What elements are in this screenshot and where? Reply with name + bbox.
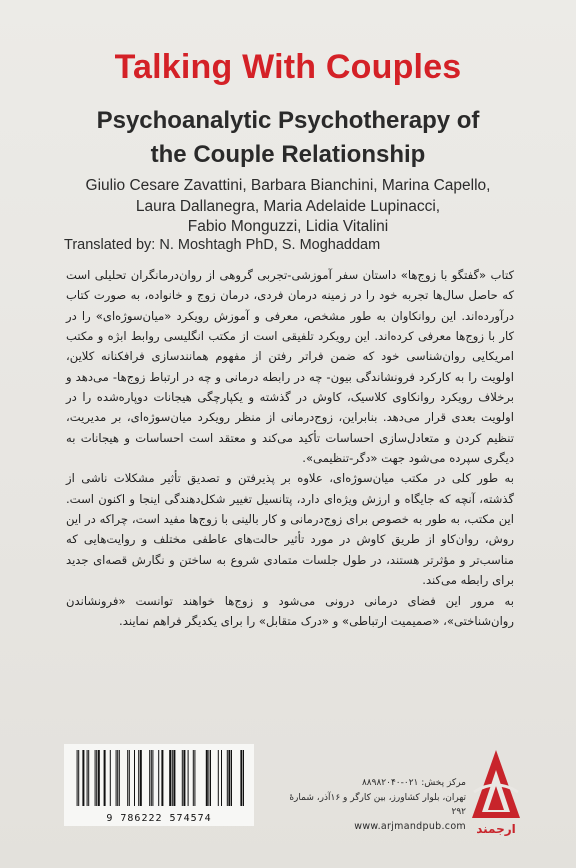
blurb-paragraph-3: به مرور این فضای درمانی درونی می‌شود و زوج‌ها خواهند توانست «فرونشاندن روان‌شناختی»، «صمیمیت ارتباطی» و «درک متقابل» را برای یکدیگر فراهم نمایند.	[66, 593, 514, 628]
publisher-address: تهران، بلوار کشاورز، بین کارگر و ۱۶آذر، شمارهٔ ۲۹۲	[289, 792, 466, 817]
isbn-number: 9 786222 574574	[106, 813, 212, 824]
publisher-website: www.arjmandpub.com	[354, 820, 466, 832]
persian-blurb	[66, 265, 514, 631]
distribution-phone: مرکز پخش: ۰۲۱-۸۸۹۸۲۰۴۰	[361, 778, 466, 788]
subtitle-line-2: the Couple Relationship	[150, 141, 426, 168]
arjmand-logo-icon	[468, 748, 524, 820]
authors-line-1: Giulio Cesare Zavattini, Barbara Bianchini, Marina Capello,	[85, 177, 491, 194]
translators: Translated by: N. Moshtagh PhD, S. Moghaddam	[64, 237, 381, 253]
authors-line-2: Laura Dallanegra, Maria Adelaide Lupinacci,	[135, 197, 441, 215]
isbn-barcode	[64, 744, 254, 826]
authors-line-3: Fabio Monguzzi, Lidia Vitalini	[187, 218, 389, 235]
book-subtitle	[0, 104, 576, 172]
publisher-info	[286, 776, 466, 834]
book-title: Talking With Couples	[114, 48, 462, 86]
publisher-logo	[468, 748, 524, 838]
barcode-bars	[70, 748, 248, 810]
blurb-paragraph-2: به طور کلی در مکتب میان‌سوژه‌ای، علاوه بر پذیرفتن و تصدیق تأثیر مشکلات ناشی از گذشته، آنچه که جایگاه و ارزش ویژه‌ای دارد، پتانسیل تغییر شکل‌دهندگی اینجا و اکنون است. این مکتب، به طور به خصوص برای زوج‌درمانی و کار بالینی با زوج‌ها مفید است، چراکه در این روش، روان‌کاو از طریق کاوش در مورد تأثیر حالت‌های عاطفی مختلف و روایت‌هایی که مناسب‌تر و مؤثرتر هستند، در طول جلسات متمادی شروع به ساختن و نگارش قصه‌ای جدید برای رابطه می‌کند.	[66, 471, 514, 588]
publisher-name: ارجمند	[476, 822, 516, 836]
subtitle-line-1: Psychoanalytic Psychotherapy of	[96, 107, 480, 134]
authors	[0, 176, 576, 238]
blurb-paragraph-1: کتاب «گفتگو با زوج‌ها» داستان سفر آموزشی-تجربی گروهی از روان‌درمانگران تحلیلی است که حاصل سال‌ها تجربه خود را در زمینه درمان فردی، درمان زوج و خانواده، به صورت کتاب درآورده‌اند. این روانکاوان به طور مشخص، معرفی و آموزش رویکرد «میان‌سوژه‌ای» را در کار با زوج‌ها معرفی کرده‌اند. این رویکرد تلفیقی است از مکتب انگلیسی روابط ابژه و مکتب امریکایی روان‌شناسی خود که ضمن فراتر رفتن از مفهوم همانندسازی فرافکنانه کلاین، اولویت را به کارکرد فرونشاندگی بیون- چه در رابطه درمانی و چه در ارتباط زوج‌ها- می‌دهد و برخلاف رویکرد روانکاوی کلاسیک، کاوش در گذشته و یکپارچگی هیجانات دوپاره‌شده را در اولویت بعدی قرار می‌دهد. بنابراین، زوج‌درمانی از منظر رویکرد میان‌سوژه‌ای، بر مدیریت، تنظیم کردن و متعادل‌سازی احساسات تأکید می‌کند و معتقد است احساسات و هیجانات به دیگری سپرده می‌شود جهت «دگر-تنظیمی».	[66, 268, 514, 466]
